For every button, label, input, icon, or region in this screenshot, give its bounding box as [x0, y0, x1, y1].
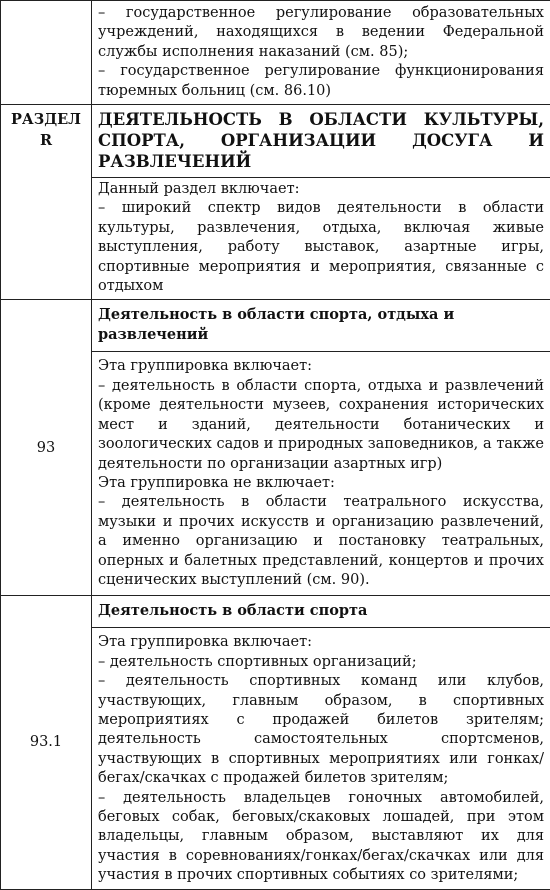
continuation-text	[92, 1, 550, 105]
group-93-1-description	[92, 628, 550, 889]
text-line: Данный раздел включает:	[98, 180, 544, 199]
continuation-row	[1, 1, 550, 105]
group-93-title: Деятельность в области спорта, отдыха и развлечений	[92, 300, 550, 352]
text-line: – широкий спектр видов деятельности в области культуры, развлечения, отдыха, включая живые выступления, работу выставок, азартные игры, спортивные мероприятия и мероприятия, связанные с отдыхом	[98, 199, 544, 296]
text-line: – государственное регулирование функционирования тюремных больниц (см. 86.10)	[98, 62, 544, 101]
text-line: – деятельность спортивных организаций;	[98, 653, 544, 672]
group-93-header-row	[1, 300, 550, 352]
group-93-code: 93	[1, 300, 92, 596]
section-title: ДЕЯТЕЛЬНОСТЬ В ОБЛАСТИ КУЛЬТУРЫ, СПОРТА, ОРГАНИЗАЦИИ ДОСУГА И РАЗВЛЕЧЕНИЙ	[92, 105, 550, 178]
text-line: Эта группировка включает:	[98, 357, 544, 376]
text-line: – деятельность в области театрального искусства, музыки и прочих искусств и организацию развлечений, а именно организацию и постановку театральных, оперных и балетных представлений, концертов и прочих сценических выступлений (см. 90).	[98, 493, 544, 590]
section-description	[92, 178, 550, 300]
section-header-row	[1, 105, 550, 178]
text-line: – деятельность в области спорта, отдыха и развлечений (кроме деятельности музеев, сохранения исторических мест и зданий, деятельности ботанических и зоологических садов и природных заповедников, а также деятельности по организации азартных игр)	[98, 377, 544, 474]
section-code-letter: R	[1, 130, 91, 151]
text-line: Эта группировка не включает:	[98, 474, 544, 493]
group-93-1-code: 93.1	[1, 596, 92, 889]
text-line: – государственное регулирование образовательных учреждений, находящихся в ведении Федеральной службы исполнения наказаний (см. 85);	[98, 4, 544, 62]
text-line: Эта группировка включает:	[98, 633, 544, 652]
group-93-1-header-row	[1, 596, 550, 628]
text-line: – деятельность владельцев гоночных автомобилей, беговых собак, беговых/скаковых лошадей, при этом владельцы, главным образом, выставляют их для участия в соревнованиях/гонках/бегах/скачках или для участия в прочих спортивных событиях со зрителями;	[98, 789, 544, 886]
section-code-cell	[1, 105, 92, 300]
text-line: – деятельность спортивных команд или клубов, участвующих, главным образом, в спортивных мероприятиях с продажей билетов зрителям; деятельность самостоятельных спортсменов, участвующих в спортивных мероприятиях или гонках/бегах/скачках с продажей билетов зрителям;	[98, 672, 544, 788]
group-93-description	[92, 352, 550, 596]
section-code-label: РАЗДЕЛ	[1, 109, 91, 130]
group-93-1-title: Деятельность в области спорта	[92, 596, 550, 628]
code-cell-empty	[1, 1, 92, 105]
